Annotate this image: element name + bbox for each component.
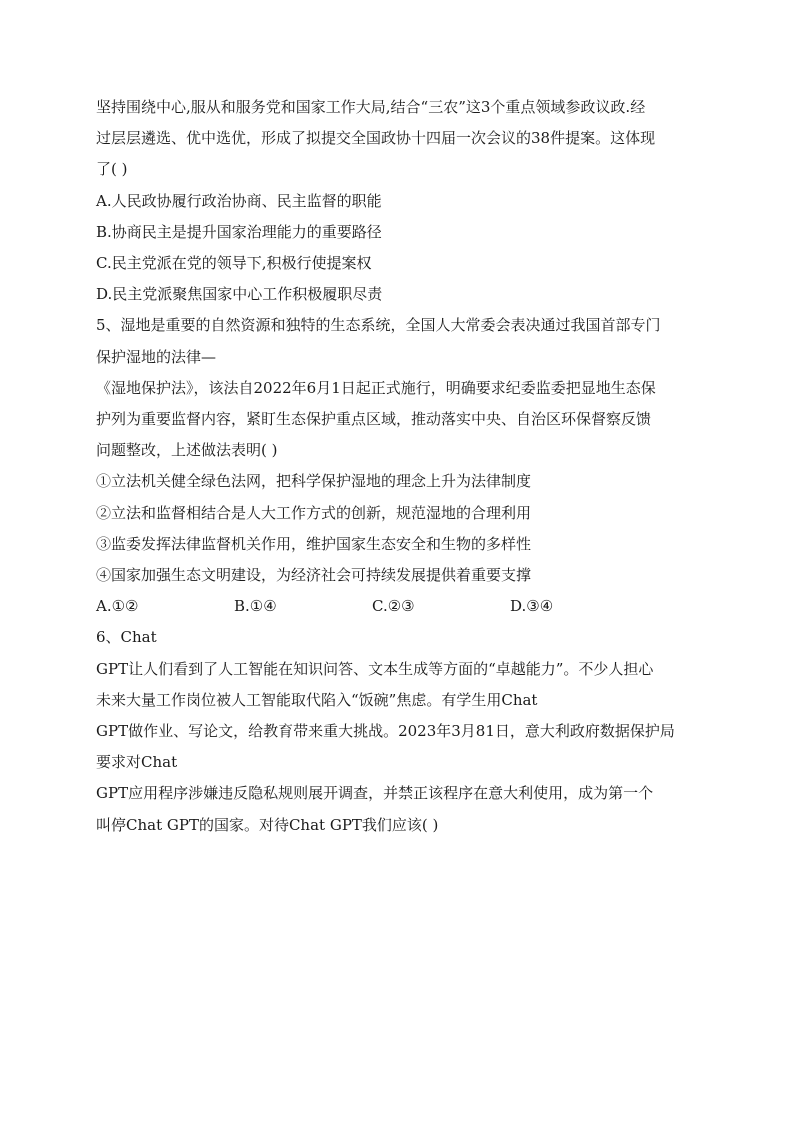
q5-statement-4: ④国家加强生态文明建设，为经济社会可持续发展提供着重要支撑 xyxy=(96,566,532,585)
q5-stem-line: 保护湿地的法律— xyxy=(96,347,217,366)
q6-stem-line: 要求对Chat xyxy=(96,753,178,772)
question-6 xyxy=(96,622,706,840)
q6-stem-line: 6、Chat xyxy=(96,628,157,647)
q5-statement-2: ②立法和监督相结合是人大工作方式的创新，规范湿地的合理利用 xyxy=(96,503,532,522)
q6-stem-line: GPT做作业、写论文，给教育带来重大挑战。2023年3月81日，意大利政府数据保护局 xyxy=(96,722,675,741)
q5-stem-line: 问题整改，上述做法表明( ) xyxy=(96,441,278,460)
question-5 xyxy=(96,310,706,622)
question-4 xyxy=(96,92,706,310)
q5-stem-line: 护列为重要监督内容，紧盯生态保护重点区域，推动落实中央、自治区环保督察反馈 xyxy=(96,410,652,429)
q5-statement-3: ③监委发挥法律监督机关作用，维护国家生态安全和生物的多样性 xyxy=(96,534,532,553)
q5-statement-1: ①立法机关健全绿色法网，把科学保护湿地的理念上升为法律制度 xyxy=(96,472,532,491)
q4-option-d: D.民主党派聚焦国家中心工作积极履职尽责 xyxy=(96,285,383,304)
q6-stem-line: GPT让人们看到了人工智能在知识问答、文本生成等方面的“卓越能力”。不少人担心 xyxy=(96,659,654,678)
q6-stem-line: GPT应用程序涉嫌违反隐私规则展开调查，并禁正该程序在意大利使用，成为第一个 xyxy=(96,784,654,803)
q4-option-c: C.民主党派在党的领导下,积极行使提案权 xyxy=(96,254,372,273)
q4-stem-line: 过层层遴选、优中选优，形成了拟提交全国政协十四届一次会议的38件提案。这体现 xyxy=(96,129,656,148)
q6-stem-line: 未来大量工作岗位被人工智能取代陷入“饭碗”焦虑。有学生用Chat xyxy=(96,690,538,709)
q4-option-a: A.人民政协履行政治协商、民主监督的职能 xyxy=(96,191,382,210)
q4-stem-line: 了( ) xyxy=(96,160,128,179)
q6-stem-line: 叫停Chat GPT的国家。对待Chat GPT我们应该( ) xyxy=(96,815,439,834)
q4-stem-line: 坚持围绕中心,服从和服务党和国家工作大局,结合“三农”这3个重点领域参政议政.经 xyxy=(96,98,646,116)
page-content xyxy=(96,92,706,841)
q5-stem-line: 5、湿地是重要的自然资源和独特的生态系统，全国人大常委会表决通过我国首部专门 xyxy=(96,316,661,335)
q5-options xyxy=(96,591,706,622)
q5-option-b: B.①④ xyxy=(234,597,277,616)
q5-option-a: A.①② xyxy=(96,597,139,616)
q5-stem-line: 《湿地保护法》，该法自2022年6月1日起正式施行，明确要求纪委监委把显地生态保 xyxy=(96,378,656,397)
q5-option-c: C.②③ xyxy=(372,597,415,616)
q5-option-d: D.③④ xyxy=(510,597,554,616)
q4-option-b: B.协商民主是提升国家治理能力的重要路径 xyxy=(96,222,382,241)
